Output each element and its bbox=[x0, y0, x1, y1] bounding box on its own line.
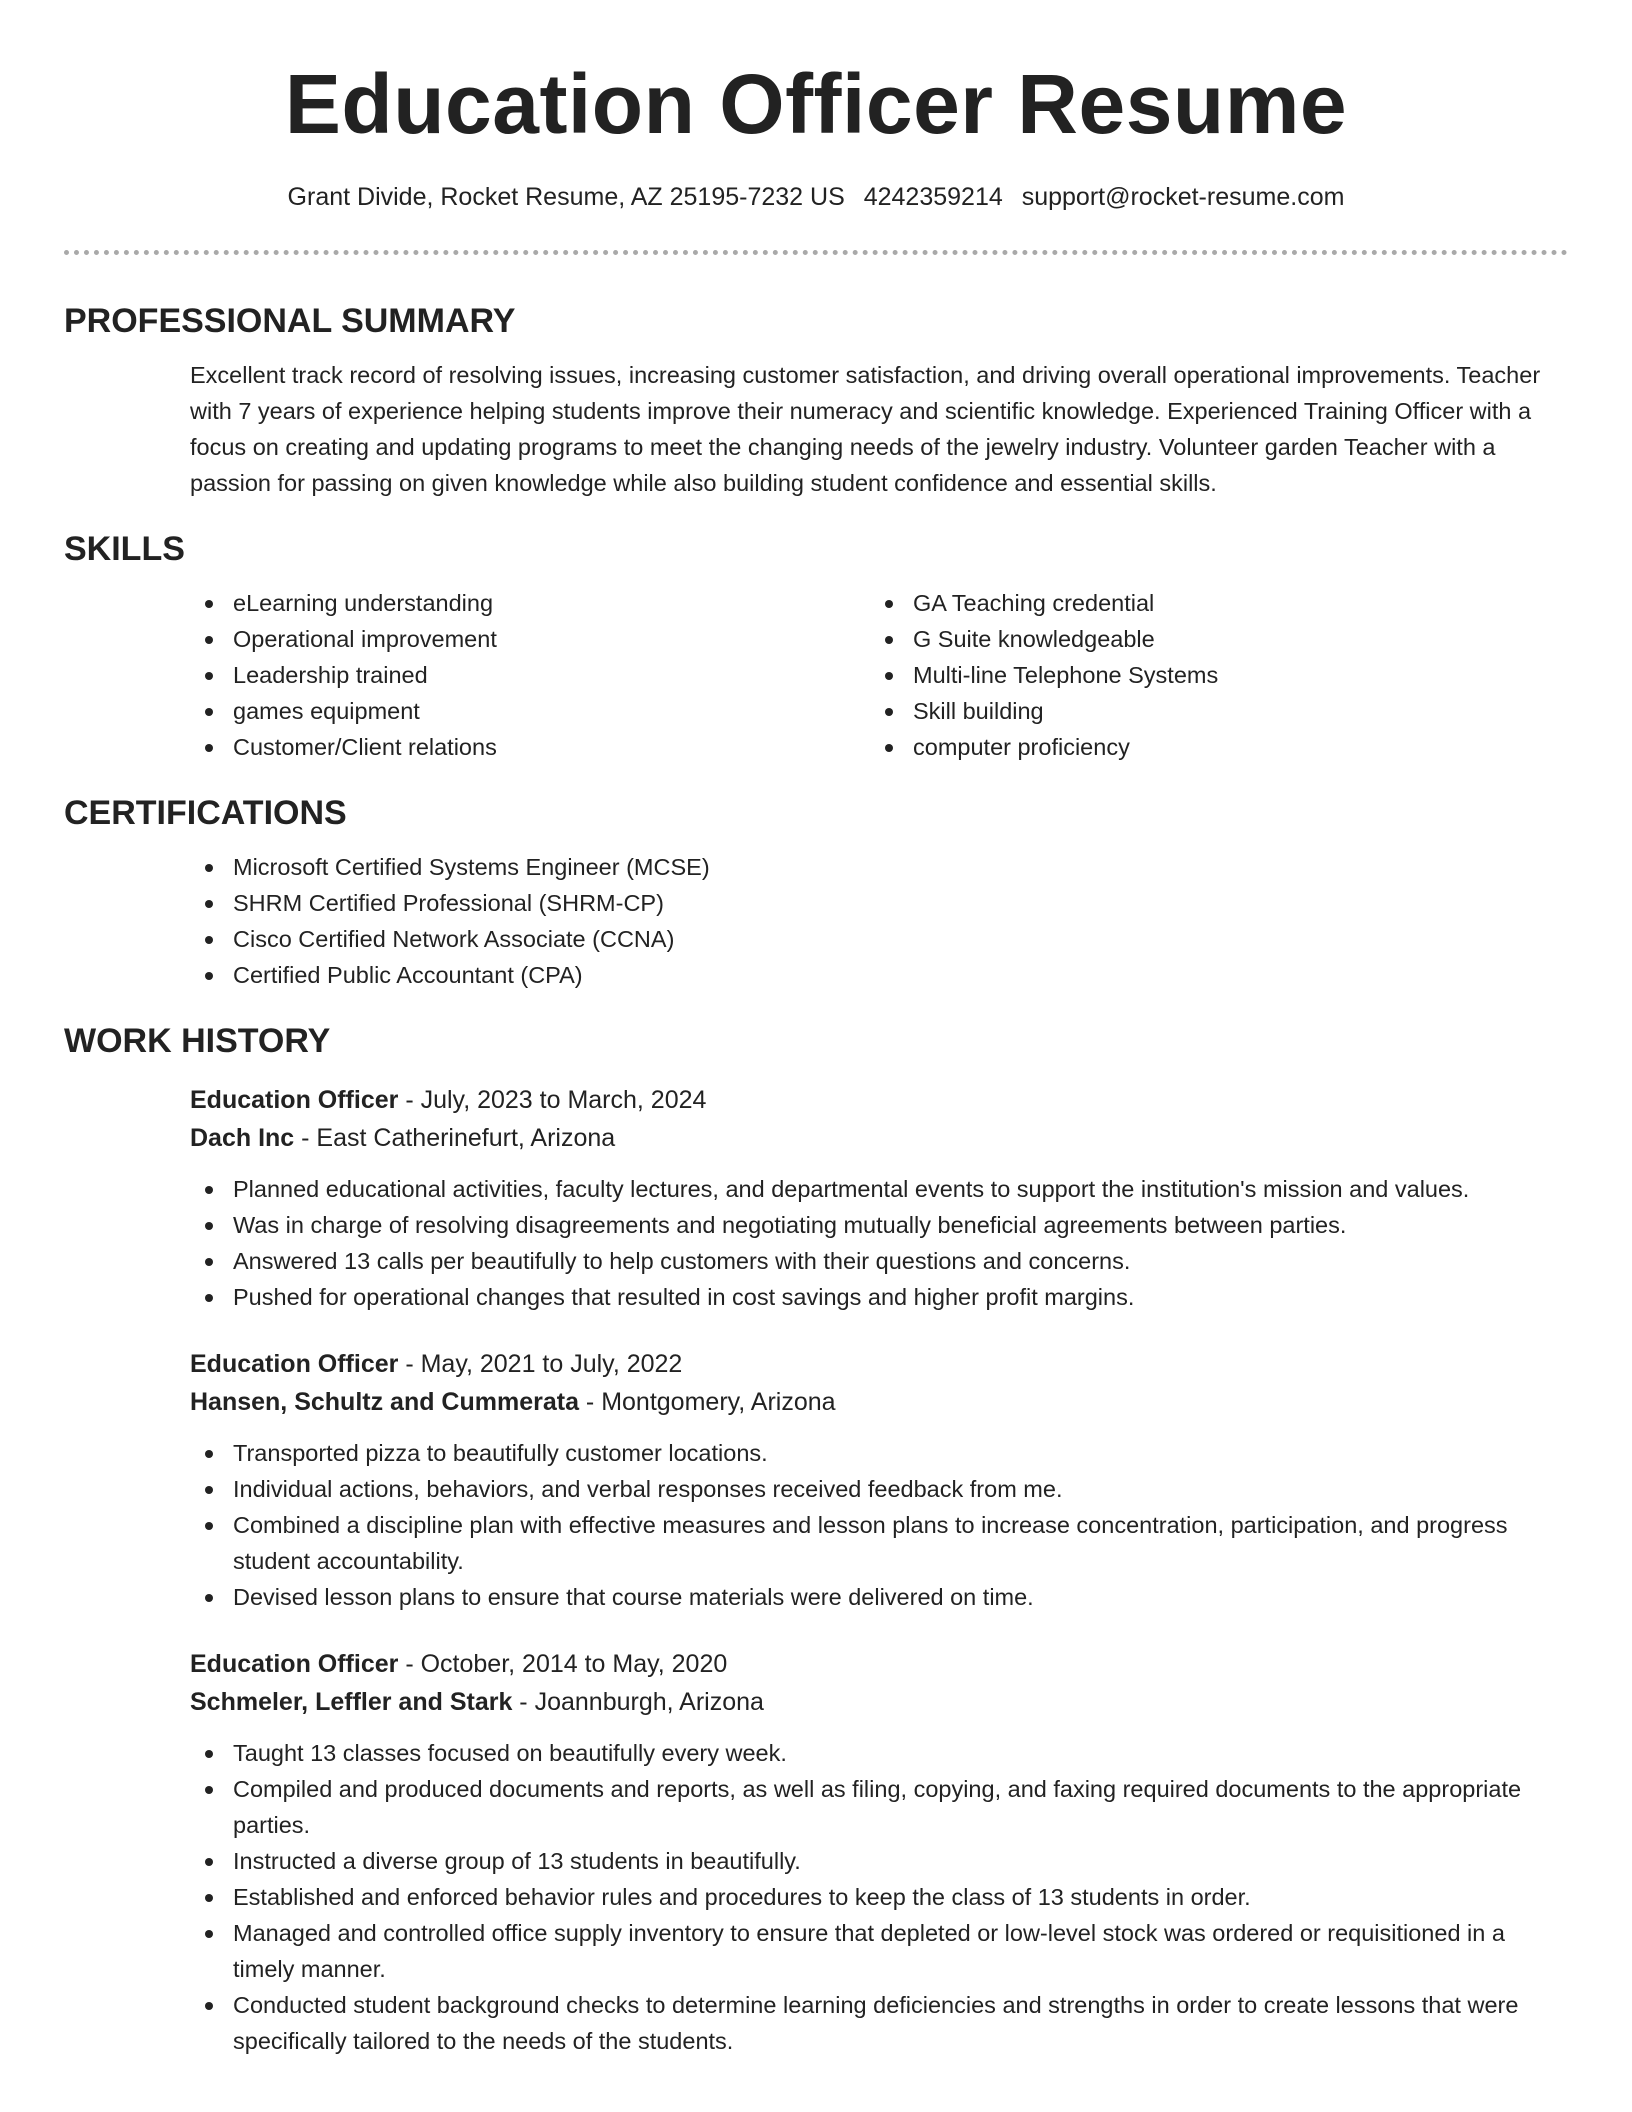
skills-columns bbox=[64, 585, 1568, 765]
skill-item: GA Teaching credential bbox=[744, 585, 1424, 621]
job-company-line bbox=[190, 1683, 1568, 1721]
job-location: Montgomery, Arizona bbox=[601, 1388, 836, 1416]
job-separator: - bbox=[512, 1688, 535, 1716]
skills-list-right bbox=[744, 585, 1424, 765]
job-dates: October, 2014 to May, 2020 bbox=[420, 1650, 728, 1678]
job-bullet: Devised lesson plans to ensure that course materials were delivered on time. bbox=[64, 1579, 1568, 1615]
contact-phone: 4242359214 bbox=[863, 183, 1003, 211]
job-title: Education Officer bbox=[190, 1086, 399, 1114]
skill-item: Multi-line Telephone Systems bbox=[744, 657, 1424, 693]
certification-item: Cisco Certified Network Associate (CCNA) bbox=[64, 921, 1568, 957]
contact-line bbox=[64, 180, 1568, 214]
job-title: Education Officer bbox=[190, 1350, 399, 1378]
job-bullets bbox=[64, 1435, 1568, 1615]
certifications-list bbox=[64, 849, 1568, 993]
skills-heading: SKILLS bbox=[64, 530, 185, 568]
job-bullet: Managed and controlled office supply inventory to ensure that depleted or low-level stock was ordered or requisitioned in a timely manner. bbox=[64, 1915, 1568, 1987]
job-company-line bbox=[190, 1119, 1568, 1157]
certifications-section bbox=[64, 791, 1568, 993]
job-bullet: Compiled and produced documents and reports, as well as filing, copying, and faxing required documents to the appropriate parties. bbox=[64, 1771, 1568, 1843]
job-entry bbox=[64, 1081, 1568, 1315]
job-title-line bbox=[190, 1645, 1568, 1683]
job-bullet: Instructed a diverse group of 13 students in beautifully. bbox=[64, 1843, 1568, 1879]
resume-title: Education Officer Resume bbox=[284, 57, 1348, 151]
job-company: Dach Inc bbox=[190, 1124, 295, 1152]
certification-item: Certified Public Accountant (CPA) bbox=[64, 957, 1568, 993]
job-location: Joannburgh, Arizona bbox=[534, 1688, 764, 1716]
job-bullet: Established and enforced behavior rules and procedures to keep the class of 13 students in order. bbox=[64, 1879, 1568, 1915]
job-bullet: Was in charge of resolving disagreements and negotiating mutually beneficial agreements between parties. bbox=[64, 1207, 1568, 1243]
job-bullets bbox=[64, 1735, 1568, 2059]
job-bullet: Individual actions, behaviors, and verbal responses received feedback from me. bbox=[64, 1471, 1568, 1507]
job-bullet: Transported pizza to beautifully customer locations. bbox=[64, 1435, 1568, 1471]
summary-heading: PROFESSIONAL SUMMARY bbox=[64, 302, 516, 340]
job-entry bbox=[64, 1645, 1568, 2059]
resume-page bbox=[64, 0, 1568, 2059]
job-bullet: Taught 13 classes focused on beautifully every week. bbox=[64, 1735, 1568, 1771]
job-dates: July, 2023 to March, 2024 bbox=[420, 1086, 707, 1114]
job-bullet: Answered 13 calls per beautifully to help customers with their questions and concerns. bbox=[64, 1243, 1568, 1279]
work-history-heading: WORK HISTORY bbox=[64, 1022, 331, 1060]
skill-item: Skill building bbox=[744, 693, 1424, 729]
certifications-heading: CERTIFICATIONS bbox=[64, 794, 347, 832]
job-company: Hansen, Schultz and Cummerata bbox=[190, 1388, 579, 1416]
summary-section bbox=[64, 299, 1568, 501]
job-company-line bbox=[190, 1383, 1568, 1421]
skill-item: computer proficiency bbox=[744, 729, 1424, 765]
job-separator: - bbox=[398, 1350, 421, 1378]
skills-section bbox=[64, 527, 1568, 765]
skills-list-left bbox=[64, 585, 744, 765]
contact-address: Grant Divide, Rocket Resume, AZ 25195-7232 US bbox=[287, 183, 845, 211]
skill-item: G Suite knowledgeable bbox=[744, 621, 1424, 657]
job-bullet: Planned educational activities, faculty lectures, and departmental events to support the institution's mission and values. bbox=[64, 1171, 1568, 1207]
job-bullet: Conducted student background checks to determine learning deficiencies and strengths in order to create lessons that were specifically tailored to the needs of the students. bbox=[64, 1987, 1568, 2059]
job-dates: May, 2021 to July, 2022 bbox=[420, 1350, 683, 1378]
job-location: East Catherinefurt, Arizona bbox=[316, 1124, 616, 1152]
skill-item: Operational improvement bbox=[64, 621, 744, 657]
job-bullet: Combined a discipline plan with effective measures and lesson plans to increase concentration, participation, and progress student accountability. bbox=[64, 1507, 1568, 1579]
skill-item: games equipment bbox=[64, 693, 744, 729]
job-entry bbox=[64, 1345, 1568, 1615]
certification-item: Microsoft Certified Systems Engineer (MCSE) bbox=[64, 849, 1568, 885]
summary-text: Excellent track record of resolving issues, increasing customer satisfaction, and driving overall operational improvements. Teacher with 7 years of experience helping students improve their numeracy and scientific knowledge. Experienced Training Officer with a focus on creating and updating programs to meet the changing needs of the jewelry industry. Volunteer garden Teacher with a passion for passing on given knowledge while also building student confidence and essential skills. bbox=[190, 362, 1541, 496]
job-title-line bbox=[190, 1345, 1568, 1383]
job-bullets bbox=[64, 1171, 1568, 1315]
job-company: Schmeler, Leffler and Stark bbox=[190, 1688, 513, 1716]
job-title: Education Officer bbox=[190, 1650, 399, 1678]
job-title-line bbox=[190, 1081, 1568, 1119]
job-separator: - bbox=[294, 1124, 317, 1152]
job-bullet: Pushed for operational changes that resulted in cost savings and higher profit margins. bbox=[64, 1279, 1568, 1315]
skill-item: eLearning understanding bbox=[64, 585, 744, 621]
header-divider bbox=[64, 250, 1568, 255]
skill-item: Leadership trained bbox=[64, 657, 744, 693]
certification-item: SHRM Certified Professional (SHRM-CP) bbox=[64, 885, 1568, 921]
job-separator: - bbox=[398, 1650, 421, 1678]
skill-item: Customer/Client relations bbox=[64, 729, 744, 765]
contact-email: support@rocket-resume.com bbox=[1021, 183, 1345, 211]
work-history-section bbox=[64, 1019, 1568, 2059]
job-separator: - bbox=[398, 1086, 421, 1114]
job-separator: - bbox=[578, 1388, 602, 1416]
